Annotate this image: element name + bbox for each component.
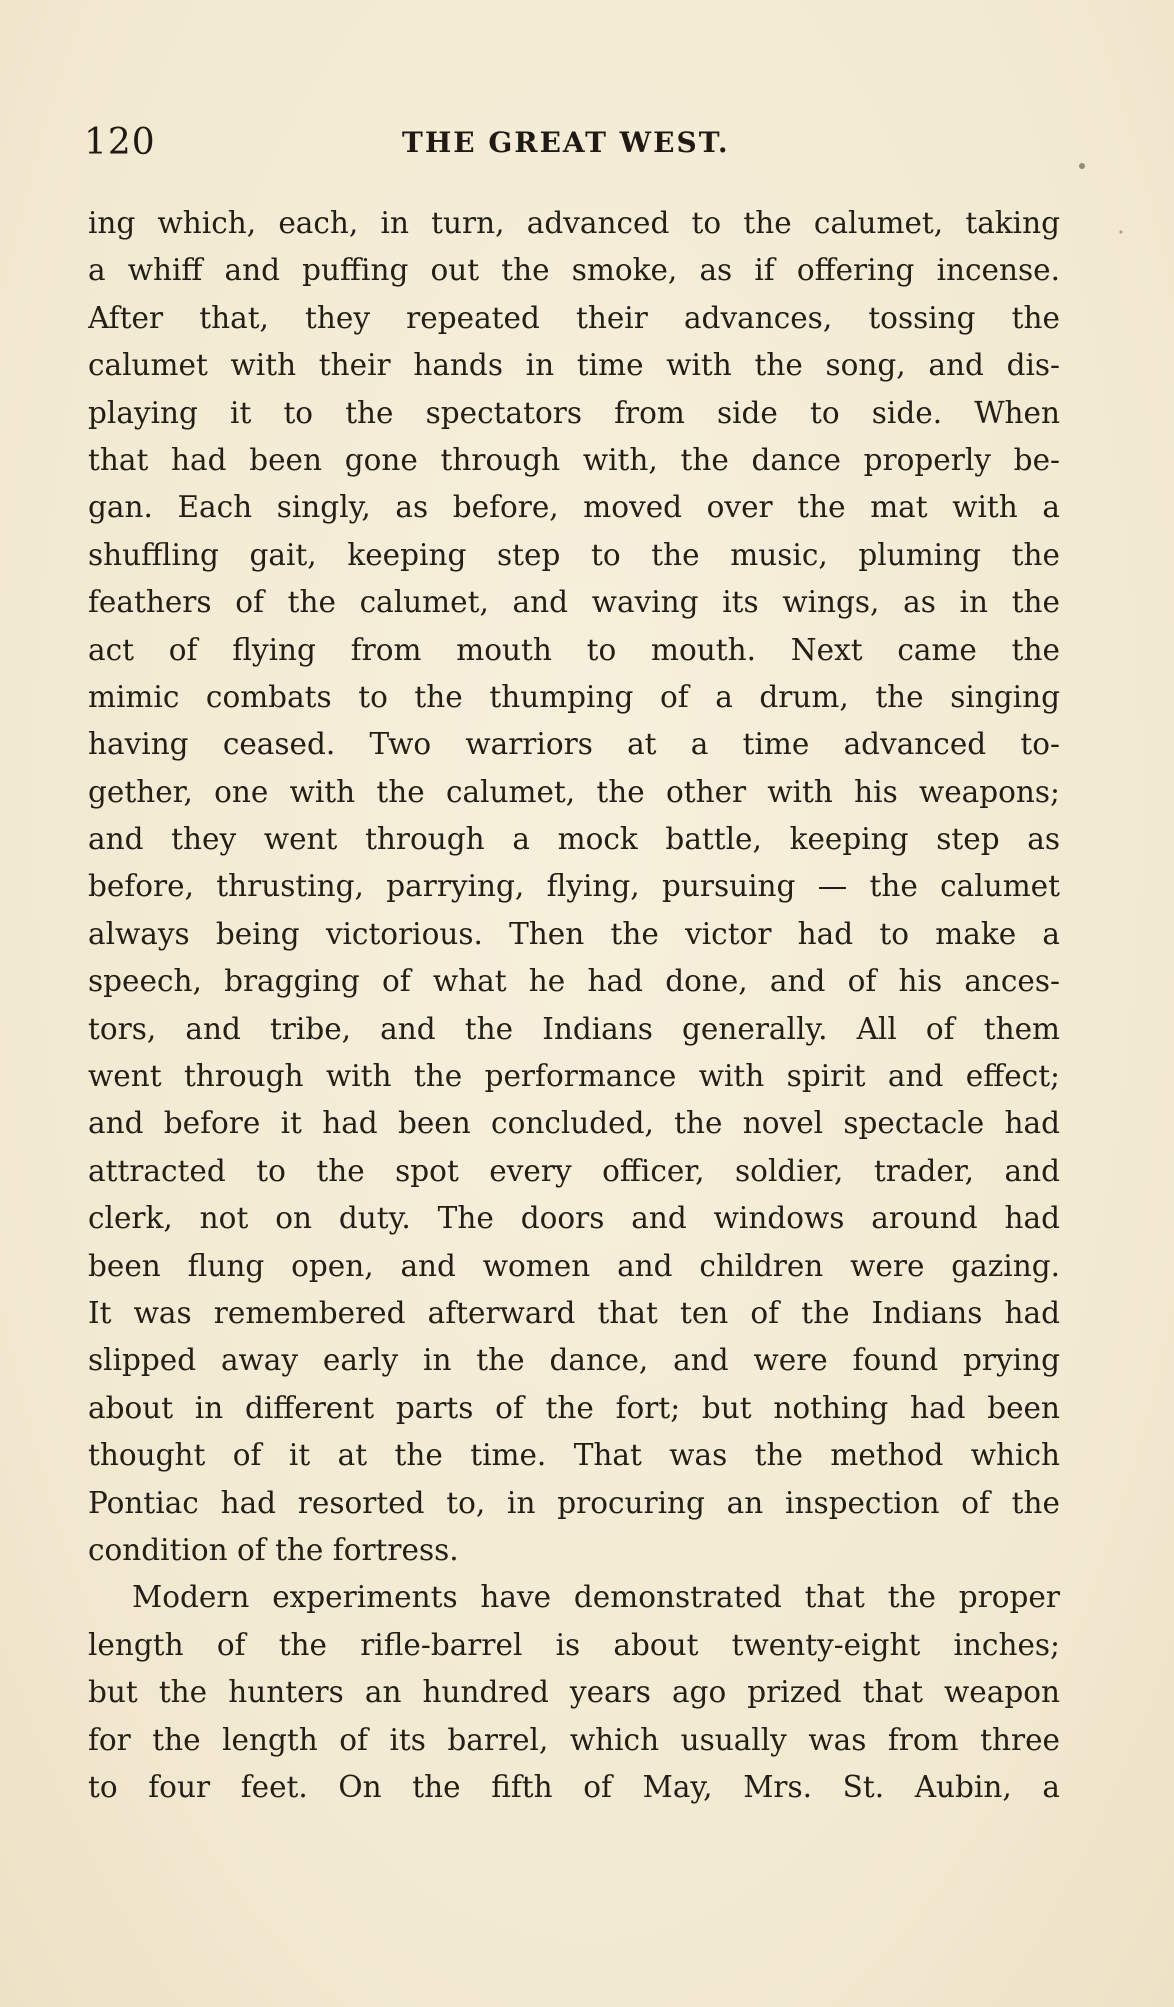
text-line: having ceased. Two warriors at a time advanced to-	[88, 727, 1060, 762]
text-line: and they went through a mock battle, keeping step as	[88, 822, 1060, 857]
text-line: always being victorious. Then the victor had to make a	[88, 916, 1060, 951]
text-line: about in different parts of the fort; but nothing had been	[88, 1390, 1060, 1425]
text-line: tors, and tribe, and the Indians generally. All of them	[88, 1011, 1060, 1046]
text-line: mimic combats to the thumping of a drum, the singing	[88, 679, 1060, 714]
text-line: gether, one with the calumet, the other with his weapons;	[88, 774, 1060, 809]
text-line: feathers of the calumet, and waving its wings, as in the	[88, 585, 1060, 620]
text-line: attracted to the spot every officer, soldier, trader, and	[88, 1153, 1060, 1188]
text-line: that had been gone through with, the dance properly be-	[88, 442, 1060, 477]
text-line: condition of the fortress.	[88, 1532, 459, 1567]
text-line: been flung open, and women and children were gazing.	[88, 1248, 1060, 1283]
text-line: to four feet. On the fifth of May, Mrs. St. Aubin, a	[88, 1769, 1060, 1804]
text-line: ing which, each, in turn, advanced to the calumet, taking	[88, 206, 1060, 240]
text-line: act of flying from mouth to mouth. Next came the	[88, 632, 1060, 667]
text-line: It was remembered afterward that ten of the Indians had	[88, 1295, 1060, 1330]
text-line: went through with the performance with spirit and effect;	[88, 1059, 1060, 1094]
text-line: playing it to the spectators from side to side. When	[88, 395, 1060, 430]
text-line: After that, they repeated their advances, tossing the	[88, 300, 1060, 335]
text-line: slipped away early in the dance, and were found prying	[88, 1343, 1060, 1378]
text-line: Pontiac had resorted to, in procuring an inspection of the	[88, 1485, 1060, 1520]
text-line: gan. Each singly, as before, moved over the mat with a	[88, 490, 1060, 525]
text-line: clerk, not on duty. The doors and windows around had	[88, 1201, 1060, 1236]
running-head: THE GREAT WEST.	[402, 126, 730, 159]
page-number: 120	[84, 122, 156, 163]
text-line: and before it had been concluded, the novel spectacle had	[88, 1106, 1060, 1141]
text-line: length of the rifle-barrel is about twenty-eight inches;	[88, 1627, 1060, 1662]
text-line: for the length of its barrel, which usually was from three	[88, 1722, 1060, 1757]
text-line: speech, bragging of what he had done, and of his ances-	[88, 964, 1060, 999]
text-line: thought of it at the time. That was the method which	[88, 1438, 1060, 1473]
body-text	[88, 200, 1060, 1811]
text-line: Modern experiments have demonstrated that the proper	[132, 1580, 1060, 1615]
text-line: calumet with their hands in time with the song, and dis-	[88, 348, 1060, 383]
page-header	[84, 122, 1064, 162]
text-line: shuffling gait, keeping step to the music, pluming the	[88, 537, 1060, 572]
text-line: but the hunters an hundred years ago prized that weapon	[88, 1675, 1060, 1710]
text-line: before, thrusting, parrying, flying, pursuing — the calumet	[88, 869, 1060, 904]
text-line: a whiff and puffing out the smoke, as if offering incense.	[88, 253, 1060, 288]
